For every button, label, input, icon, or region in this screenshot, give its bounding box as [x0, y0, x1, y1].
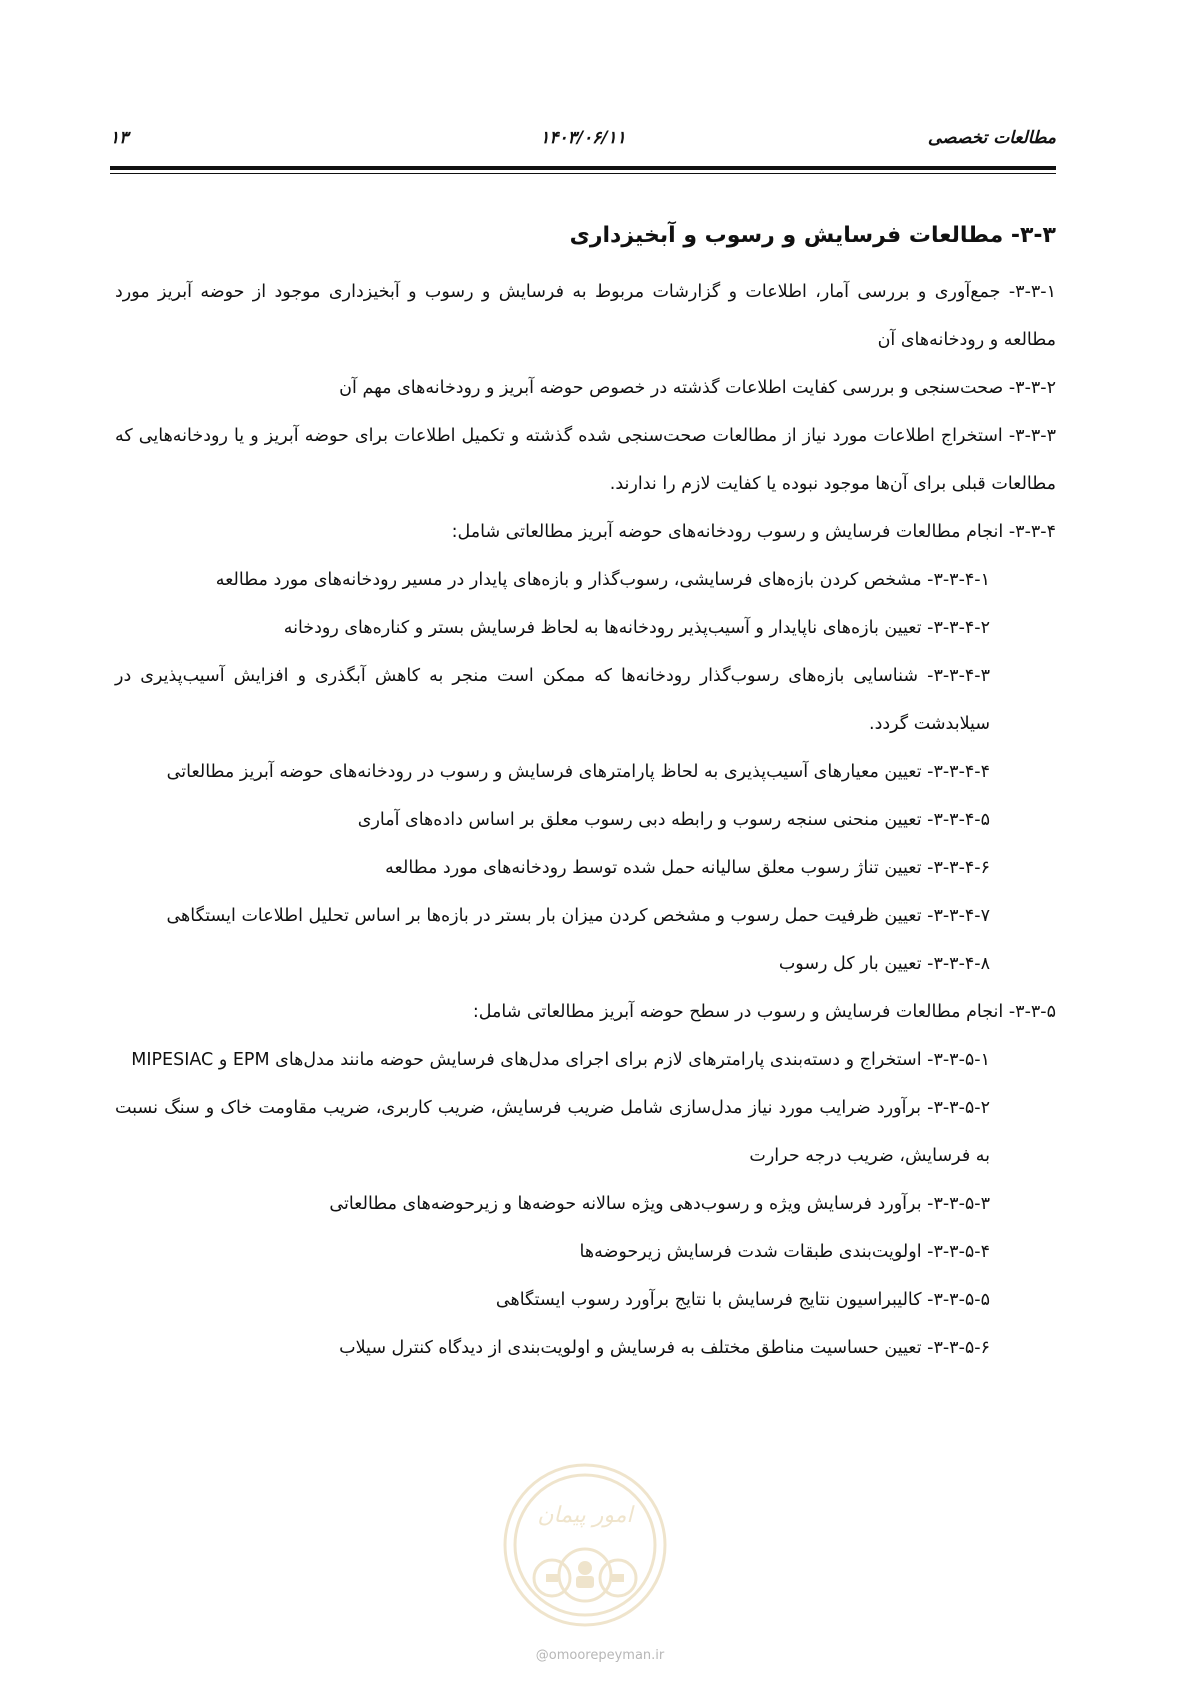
watermark-site: @omoorepeyman.ir [535, 1648, 665, 1663]
sub-list-item: ۳-۳-۵-۶- تعیین حساسیت مناطق مختلف به فرسایش و اولویت‌بندی از دیدگاه کنترل سیلاب [339, 1338, 990, 1358]
watermark-seal-text: امور پیمان [537, 1503, 633, 1528]
page-number: ۱۳ [110, 128, 129, 148]
sub-list-item: ۳-۳-۵-۵- کالیبراسیون نتایج فرسایش با نتایج برآورد رسوب ایستگاهی [495, 1290, 990, 1310]
document-body [115, 218, 1056, 1372]
list-item: ۳-۳-۲- صحت‌سنجی و بررسی کفایت اطلاعات گذشته در خصوص حوضه آبریز و رودخانه‌های مهم آن [339, 378, 1056, 398]
header-date: ۱۴۰۳/۰۶/۱۱ [540, 128, 626, 148]
header-rule-thick [110, 166, 1056, 170]
list-item: ۳-۳-۵- انجام مطالعات فرسایش و رسوب در سطح حوضه آبریز مطالعاتی شامل: [472, 1002, 1056, 1022]
sub-list-item: ۳-۳-۵-۳- برآورد فرسایش ویژه و رسوب‌دهی ویژه سالانه حوضه‌ها و زیرحوضه‌های مطالعاتی [329, 1194, 990, 1214]
sub-list-item: ۳-۳-۴-۱- مشخص کردن بازه‌های فرسایشی، رسوب‌گذار و بازه‌های پایدار در مسیر رودخانه‌های مورد مطالعه [215, 570, 990, 590]
sub-list-item: ۳-۳-۵-۴- اولویت‌بندی طبقات شدت فرسایش زیرحوضه‌ها [579, 1242, 990, 1262]
watermark-seal-icon [500, 1460, 670, 1630]
list-item: ۳-۳-۱- جمع‌آوری و بررسی آمار، اطلاعات و گزارشات مربوط به فرسایش و رسوب و آبخیزداری موجود از حوضه آبریز مورد مطالعه و رودخانه‌های آن [115, 282, 1056, 350]
sub-list-item: ۳-۳-۵-۲- برآورد ضرایب مورد نیاز مدل‌سازی شامل ضریب فرسایش، ضریب کاربری، ضریب مقاومت خاک و سنگ نسبت به فرسایش، ضریب درجه حرارت [115, 1098, 990, 1166]
sub-list-item: ۳-۳-۴-۶- تعیین تناژ رسوب معلق سالیانه حمل شده توسط رودخانه‌های مورد مطالعه [385, 858, 990, 878]
section-title: ۳-۳- مطالعات فرسایش و رسوب و آبخیزداری [569, 223, 1056, 248]
sub-list-item: ۳-۳-۴-۳- شناسایی بازه‌های رسوب‌گذار رودخانه‌ها که ممکن است منجر به کاهش آبگذری و افزایش آسیب‌پذیری در سیلابدشت گردد. [115, 666, 990, 734]
sub-list-item: ۳-۳-۴-۵- تعیین منحنی سنجه رسوب و رابطه دبی رسوب معلق بر اساس داده‌های آماری [357, 810, 990, 830]
page-header [110, 128, 1056, 150]
sub-list-item: ۳-۳-۴-۲- تعیین بازه‌های ناپایدار و آسیب‌پذیر رودخانه‌ها به لحاظ فرسایش بستر و کناره‌های رودخانه [283, 618, 990, 638]
sub-list-item: ۳-۳-۴-۷- تعیین ظرفیت حمل رسوب و مشخص کردن میزان بار بستر در بازه‌ها بر اساس تحلیل اطلاعات ایستگاهی [166, 906, 990, 926]
sub-list-item: ۳-۳-۵-۱- استخراج و دسته‌بندی پارامترهای لازم برای اجرای مدل‌های فرسایش حوضه مانند مدل‌های EPM و MIPESIAC [131, 1050, 990, 1070]
list-item: ۳-۳-۳- استخراج اطلاعات مورد نیاز از مطالعات صحت‌سنجی شده گذشته و تکمیل اطلاعات برای حوضه آبریز و یا رودخانه‌هایی که مطالعات قبلی برای آن‌ها موجود نبوده یا کفایت لازم را ندارند. [115, 426, 1056, 494]
sub-list-item: ۳-۳-۴-۴- تعیین معیارهای آسیب‌پذیری به لحاظ پارامترهای فرسایش و رسوب در رودخانه‌های حوضه آبریز مطالعاتی [166, 762, 990, 782]
header-rule-thin [110, 173, 1056, 174]
sub-list-item: ۳-۳-۴-۸- تعیین بار کل رسوب [778, 954, 990, 974]
list-item: ۳-۳-۴- انجام مطالعات فرسایش و رسوب رودخانه‌های حوضه آبریز مطالعاتی شامل: [451, 522, 1056, 542]
header-title: مطالعات تخصصی [927, 128, 1056, 148]
